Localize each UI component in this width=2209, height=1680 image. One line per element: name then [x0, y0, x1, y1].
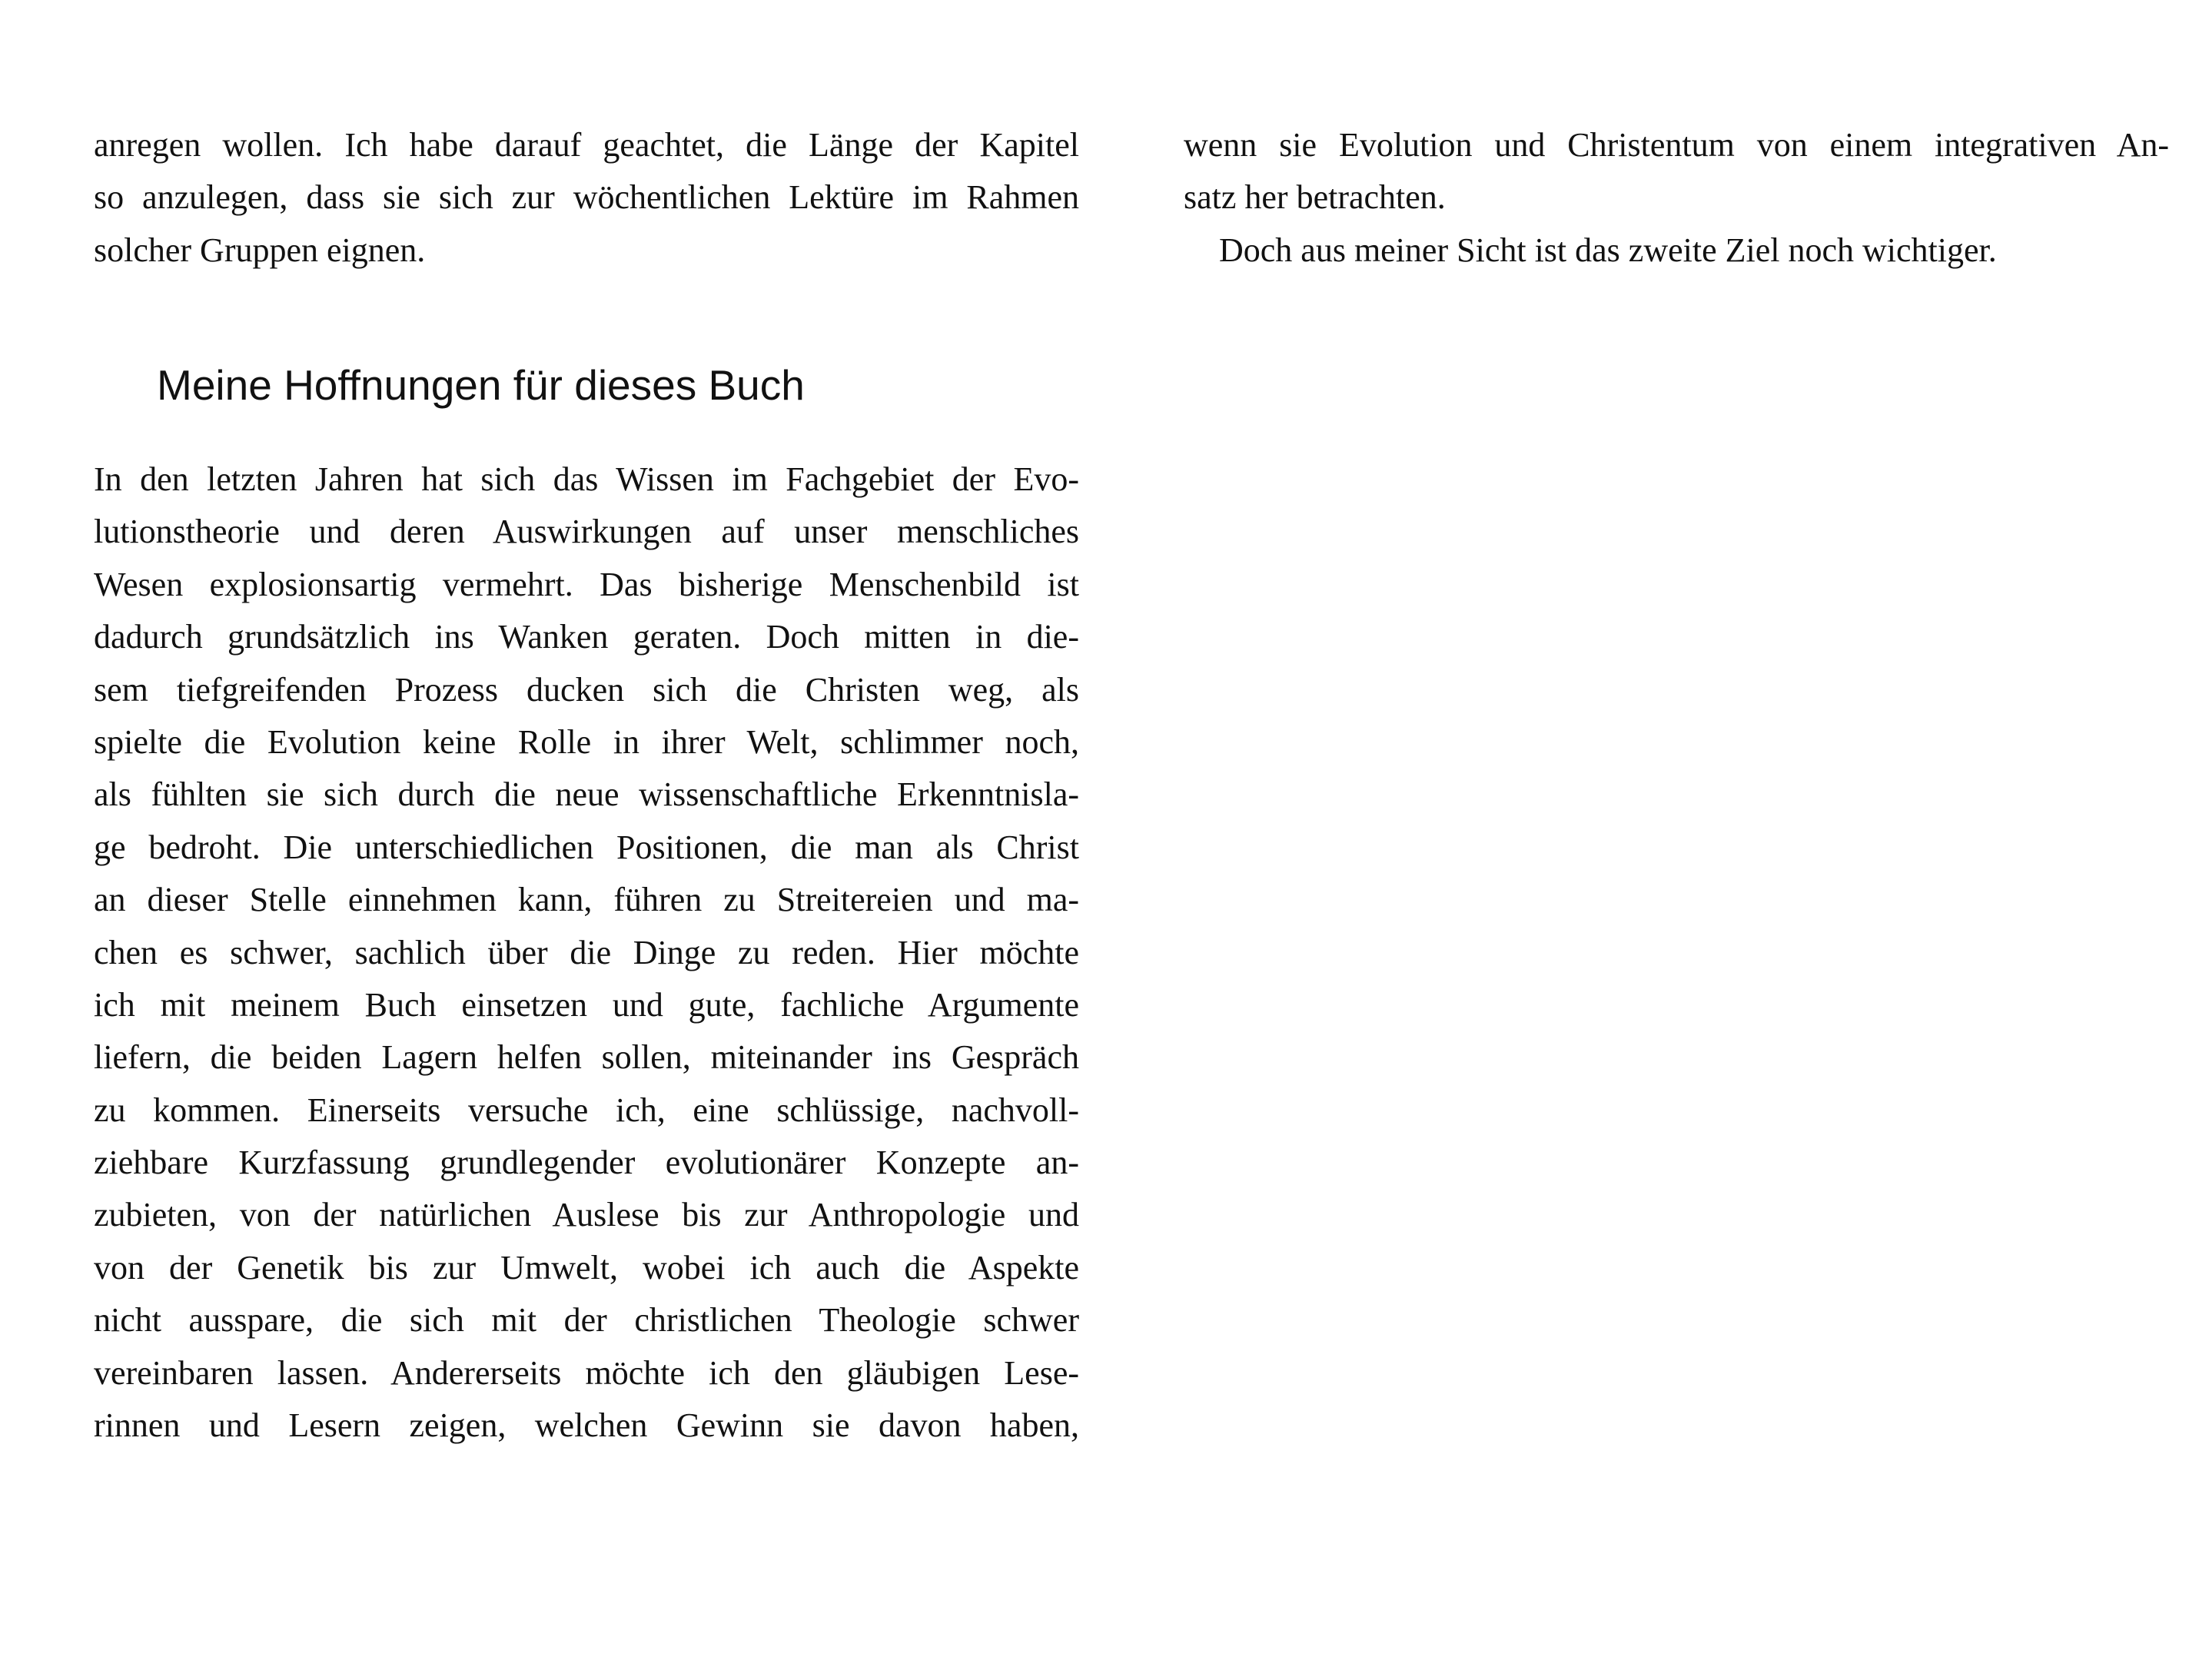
- text-line: spielte die Evolution keine Rolle in ihrer Welt, schlimmer noch,: [94, 722, 1079, 761]
- right-page-paragraph-1: [1184, 119, 2169, 277]
- text-line: von der Genetik bis zur Umwelt, wobei ich auch die Aspekte: [94, 1248, 1079, 1287]
- text-line: Doch aus meiner Sicht ist das zweite Ziel noch wichtiger.: [1219, 231, 1997, 269]
- text-line: solcher Gruppen eignen.: [94, 231, 426, 269]
- text-line: chen es schwer, sachlich über die Dinge zu reden. Hier möchte: [94, 933, 1079, 971]
- text-line: an dieser Stelle einnehmen kann, führen zu Streitereien und ma-: [94, 881, 1079, 919]
- text-line: als fühlten sie sich durch die neue wissenschaftliche Erkenntnisla-: [94, 775, 1079, 814]
- text-line: lutionstheorie und deren Auswirkungen auf unser menschliches: [94, 513, 1079, 551]
- left-page-paragraph-2: [94, 453, 1079, 1452]
- text-line: liefern, die beiden Lagern helfen sollen, miteinander ins Gespräch: [94, 1038, 1079, 1077]
- text-line: wenn sie Evolution und Christentum von einem integrativen An-: [1184, 126, 2169, 164]
- text-line: nicht ausspare, die sich mit der christlichen Theologie schwer: [94, 1301, 1079, 1340]
- text-line: Wesen explosionsartig vermehrt. Das bisherige Menschenbild ist: [94, 565, 1079, 603]
- text-line: so anzulegen, dass sie sich zur wöchentlichen Lektüre im Rahmen: [94, 178, 1079, 217]
- text-line: ge bedroht. Die unterschiedlichen Positionen, die man als Christ: [94, 828, 1079, 866]
- text-line: satz her betrachten.: [1184, 178, 1446, 217]
- text-line: dadurch grundsätzlich ins Wanken geraten. Doch mitten in die-: [94, 618, 1079, 656]
- text-line: ziehbare Kurzfassung grundlegender evolutionärer Konzepte an-: [94, 1144, 1079, 1182]
- text-line: sem tiefgreifenden Prozess ducken sich die Christen weg, als: [94, 670, 1079, 709]
- text-line: rinnen und Lesern zeigen, welchen Gewinn sie davon haben,: [94, 1406, 1079, 1445]
- left-page-paragraph-1: [94, 119, 1079, 277]
- text-line: anregen wollen. Ich habe darauf geachtet, die Länge der Kapitel: [94, 126, 1079, 164]
- text-line: zu kommen. Einerseits versuche ich, eine schlüssige, nachvoll-: [94, 1091, 1079, 1129]
- section-heading: Meine Hoffnungen für dieses Buch: [157, 361, 805, 409]
- text-line: In den letzten Jahren hat sich das Wissen im Fachgebiet der Evo-: [94, 460, 1079, 498]
- text-line: ich mit meinem Buch einsetzen und gute, fachliche Argumente: [94, 985, 1079, 1024]
- text-line: zubieten, von der natürlichen Auslese bis zur Anthropologie und: [94, 1196, 1079, 1234]
- text-line: vereinbaren lassen. Andererseits möchte ich den gläubigen Lese-: [94, 1353, 1079, 1392]
